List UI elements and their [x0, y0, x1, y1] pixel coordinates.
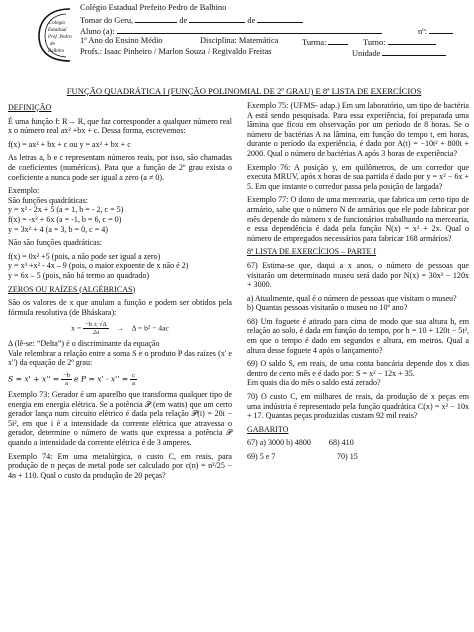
student-label: Aluno (a): — [80, 27, 115, 36]
delta-formula: Δ = b² − 4ac — [131, 323, 169, 333]
right-column — [247, 101, 469, 462]
sum-label: S = x' + x'' = — [8, 374, 60, 384]
unit-field — [352, 47, 446, 60]
grade-label: 1º Ano do Ensino Médio — [80, 36, 163, 45]
number-blank[interactable] — [429, 25, 453, 34]
answer-row — [247, 438, 469, 448]
discipline-label: Disciplina: Matemática — [200, 36, 279, 45]
sum-denominator: a — [65, 380, 69, 388]
city-label: Tomar do Geru, — [80, 16, 134, 25]
example-74: Exemplo 74: Em uma metalúrgica, o custo C, em reais, para produção de n peças de metal pode ser calculado por c(n) = n²/25 − 4n + 110. Qual o custo da produção de 20 peças? — [8, 451, 232, 480]
class-blank[interactable] — [328, 36, 348, 45]
answer-key-heading: GABARITO — [247, 424, 289, 434]
unit-label: Unidade — [352, 49, 381, 58]
product-denominator: a — [131, 380, 135, 388]
definition-heading: DEFINIÇÃO — [8, 103, 52, 112]
shift-label: Turno: — [363, 38, 386, 47]
product-label: e P = x' · x'' = — [74, 374, 129, 384]
answer-item: 69) 5 e 7 — [247, 452, 276, 461]
school-name: Colégio Estadual Prefeito Pedro de Balbino — [80, 3, 227, 12]
formula-lhs: x = — [71, 323, 82, 333]
unit-blank[interactable] — [382, 47, 446, 56]
zeros-heading: ZEROS OU RAÍZES (ALGÉBRICAS) — [8, 284, 136, 294]
sum-numerator: −b — [63, 372, 71, 380]
counter-example-item: y = x³ +x² - 4x – 9 (pois, o maior expoente de x não é 2) — [8, 261, 189, 271]
formula-fraction — [83, 321, 109, 336]
example-item: y = 3x² + 4 (a = 3, b = 0, c = 4) — [8, 224, 108, 234]
counter-example-item: y = 6x – 5 (pois, não há termo ao quadrado) — [8, 270, 150, 280]
answer-item: 70) 15 — [337, 452, 358, 461]
year-blank[interactable] — [257, 14, 303, 23]
sum-fraction — [61, 372, 72, 387]
example-label: Exemplo: — [8, 186, 40, 196]
sum-product-formula — [8, 372, 232, 387]
exercise-list-heading: 8ª LISTA DE EXERCÍCIOS – PARTE I — [247, 247, 377, 257]
product-numerator: c — [131, 372, 135, 380]
definition-formula: f(x) = ax² + bx + c ou y = ax² + bx + c — [8, 139, 131, 149]
month-blank[interactable] — [189, 14, 245, 23]
svg-text:Balbino: Balbino — [48, 48, 65, 53]
left-column — [8, 101, 232, 484]
answer-item: 67) a) 3000 b) 4800 — [247, 438, 311, 448]
school-logo — [36, 6, 76, 64]
formula-denominator: 2a — [92, 329, 100, 337]
page-title: FUNÇÃO QUADRÁTICA I (FUNÇÃO POLINOMIAL DE 2º GRAU) E 8ª LISTA DE EXERCÍCIOS — [66, 86, 422, 96]
student-blank[interactable] — [117, 25, 382, 34]
definition-text: É uma função f: R→ R, que faz corresponder a qualquer número real x o número real ax² +bx + c. Dessa forma, escrevemos: — [8, 116, 232, 136]
question-67: 67) Estima-se que, daqui a x anos, o número de pessoas que visitarão um determinado museu será dado por N(x) = 30x² − 120x + 3000. — [247, 260, 469, 290]
product-fraction — [130, 372, 137, 387]
formula-numerator: −b ± √Δ — [85, 321, 107, 329]
teachers-label: Profs.: Isaac Pinheiro / Marlon Souza / Regivaldo Freitas — [80, 47, 272, 56]
number-label: nº: — [418, 27, 428, 36]
example-item: f(x) = -x² + 6x (a = -1, b = 6, c = 0) — [8, 214, 122, 224]
sum-product-text: Vale relembrar a relação entre a soma S e o produto P das raízes (x' e x'') da equação de 2º grau: — [8, 348, 232, 368]
zeros-text: São os valores de x que anulam a função e podem ser obtidos pela fórmula resolutiva (de Bháskara): — [8, 298, 232, 317]
svg-text:de: de — [50, 41, 56, 46]
svg-text:Estadual: Estadual — [48, 27, 67, 32]
counter-example-item: f(x) = 0x² +5 (pois, a não pode ser igual a zero) — [8, 251, 161, 261]
quadratic-examples-label: São funções quadráticas: — [8, 195, 88, 205]
question-67a: a) Atualmente, qual é o número de pessoas que visitam o museu? — [247, 293, 457, 303]
answer-row — [247, 452, 469, 462]
de-label-2: de — [247, 16, 256, 25]
class-label: Turma: — [302, 38, 327, 47]
day-blank[interactable] — [135, 14, 177, 23]
arrow-icon: → — [116, 323, 125, 333]
example-item: y = x² - 2x + 5 (a = 1, b = - 2, c = 5) — [8, 205, 124, 215]
class-field — [302, 36, 348, 49]
question-68: 68) Um foguete é atirado para cima de modo que sua altura h, em relação ao solo, é dada em função do tempo, por h = 10 + 120t − 5t², em que o tempo é dado em segundos e altura, em metros. Qual a altura desse foguete 4 após o lançamento? — [247, 316, 469, 355]
example-76: Exemplo 76: A posição y, em quilômetros, de um corredor que executa MRUV, após x horas de sua partida é dado por y = x² − 6x + 5. Em que instante o corredor passa pela posição de largada? — [247, 162, 469, 191]
question-69b: Em quais dia do mês o saldo está zerado? — [247, 378, 381, 388]
example-73: Exemplo 73: Gerador é um aparelho que transforma qualquer tipo de energia em energia elétrica. Se a potência 𝒫 (em watts) que um certo gerador lança num circuito elétrico é dada pela relação 𝒫(i) = 20i − 5i², em que i é a intensidade da corrente elétrica que atravessa o gerador, determine o número de watts que expressa a potência 𝒫 quando a intensidade da corrente elétrica é de 3 amperes. — [8, 390, 232, 448]
question-69: 69) O saldo S, em reais, de uma conta bancária depende dos x dias dentro de certo mês e é dado por: S = x² − 12x + 35. — [247, 359, 469, 378]
bhaskara-formula — [8, 321, 232, 336]
example-75: Exemplo 75: (UFMS- adap.) Em um laboratório, um tipo de bactéria A está sendo pesquisada. Para essa experiência, foi preparada uma lâmina que ficou em observação por um período de 8 horas. Se o número de bactérias A na lâmina, em função do tempo t, em horas, durante o período da experiência, é dado por A(t) = −10t² + 800t + 2000. Qual o número de bactérias A após 3 horas de experiência? — [247, 101, 469, 158]
svg-text:Colégio: Colégio — [49, 20, 66, 25]
question-67b: b) Quantas pessoas visitarão o museu no 10º ano? — [247, 303, 408, 313]
shift-blank[interactable] — [388, 36, 436, 45]
example-77: Exemplo 77: O dono de uma mercearia, que fabrica um certo tipo de armário, sabe que o número N de armários que ele pode fabricar por mês depende do número x de funcionários trabalhando na mercearia, e essa dependência é dada pela função N(x) = x² + 2x. Qual o número de empregados necessários para fabricar 168 armários? — [247, 195, 469, 243]
question-70: 70) O custo C, em milhares de reais, da produção de x peças em uma indústria é representado pela função quadrática C(x) = x² − 10x + 17. Quantas peças produzidas custam 92 mil reais? — [247, 392, 469, 421]
coefficients-text: As letras a, b e c representam números reais, por isso, são chamadas de coeficientes (numéricos). Para que a função de 2º grau exista o coeficiente a nunca pode ser igual a zero (a ≠ 0). — [8, 153, 232, 182]
de-label-1: de — [179, 16, 188, 25]
delta-text: Δ (lê-se: “Delta”) é o discriminante da equação — [8, 339, 160, 349]
answer-item: 68) 410 — [328, 438, 354, 448]
non-quadratic-label: Não são funções quadráticas: — [8, 238, 103, 248]
svg-text:Prof. Pedro: Prof. Pedro — [48, 34, 72, 39]
